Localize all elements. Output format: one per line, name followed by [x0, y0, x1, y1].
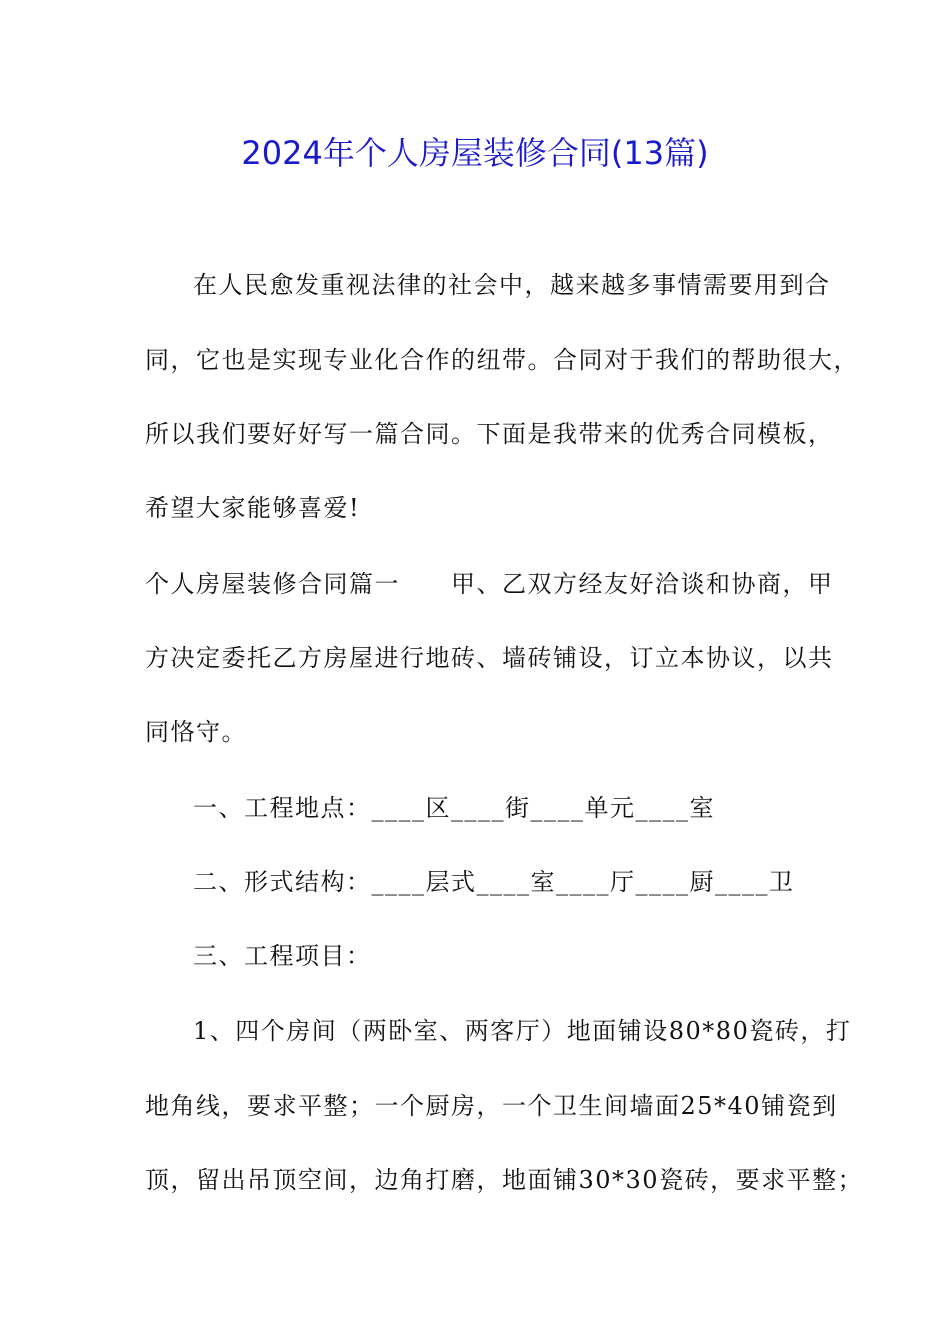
- paragraph-line: 方决定委托乙方房屋进行地砖、墙砖铺设，订立本协议，以共: [145, 644, 834, 672]
- paragraph-line: 个人房屋装修合同篇一 甲、乙双方经友好洽谈和协商，甲: [145, 570, 834, 598]
- paragraph-line: 在人民愈发重视法律的社会中，越来越多事情需要用到合: [193, 271, 831, 299]
- paragraph-line: 地角线，要求平整；一个厨房，一个卫生间墙面25*40铺瓷到: [145, 1092, 838, 1120]
- paragraph-line: 1、四个房间（两卧室、两客厅）地面铺设80*80瓷砖，打: [193, 1017, 852, 1045]
- clause-line: 一、工程地点：____区____街____单元____室: [193, 794, 715, 822]
- paragraph-line: 同，它也是实现专业化合作的纽带。合同对于我们的帮助很大，: [145, 346, 859, 374]
- paragraph-line: 所以我们要好好写一篇合同。下面是我带来的优秀合同模板，: [145, 420, 834, 448]
- clause-line: 二、形式结构：____层式____室____厅____厨____卫: [193, 868, 795, 896]
- paragraph-line: 同恪守。: [145, 718, 247, 746]
- paragraph-line: 顶，留出吊顶空间，边角打磨，地面铺30*30瓷砖，要求平整；: [145, 1166, 864, 1194]
- document-title: 2024年个人房屋装修合同(13篇): [241, 134, 709, 172]
- paragraph-line: 希望大家能够喜爱!: [145, 494, 361, 522]
- clause-line: 三、工程项目：: [193, 942, 372, 970]
